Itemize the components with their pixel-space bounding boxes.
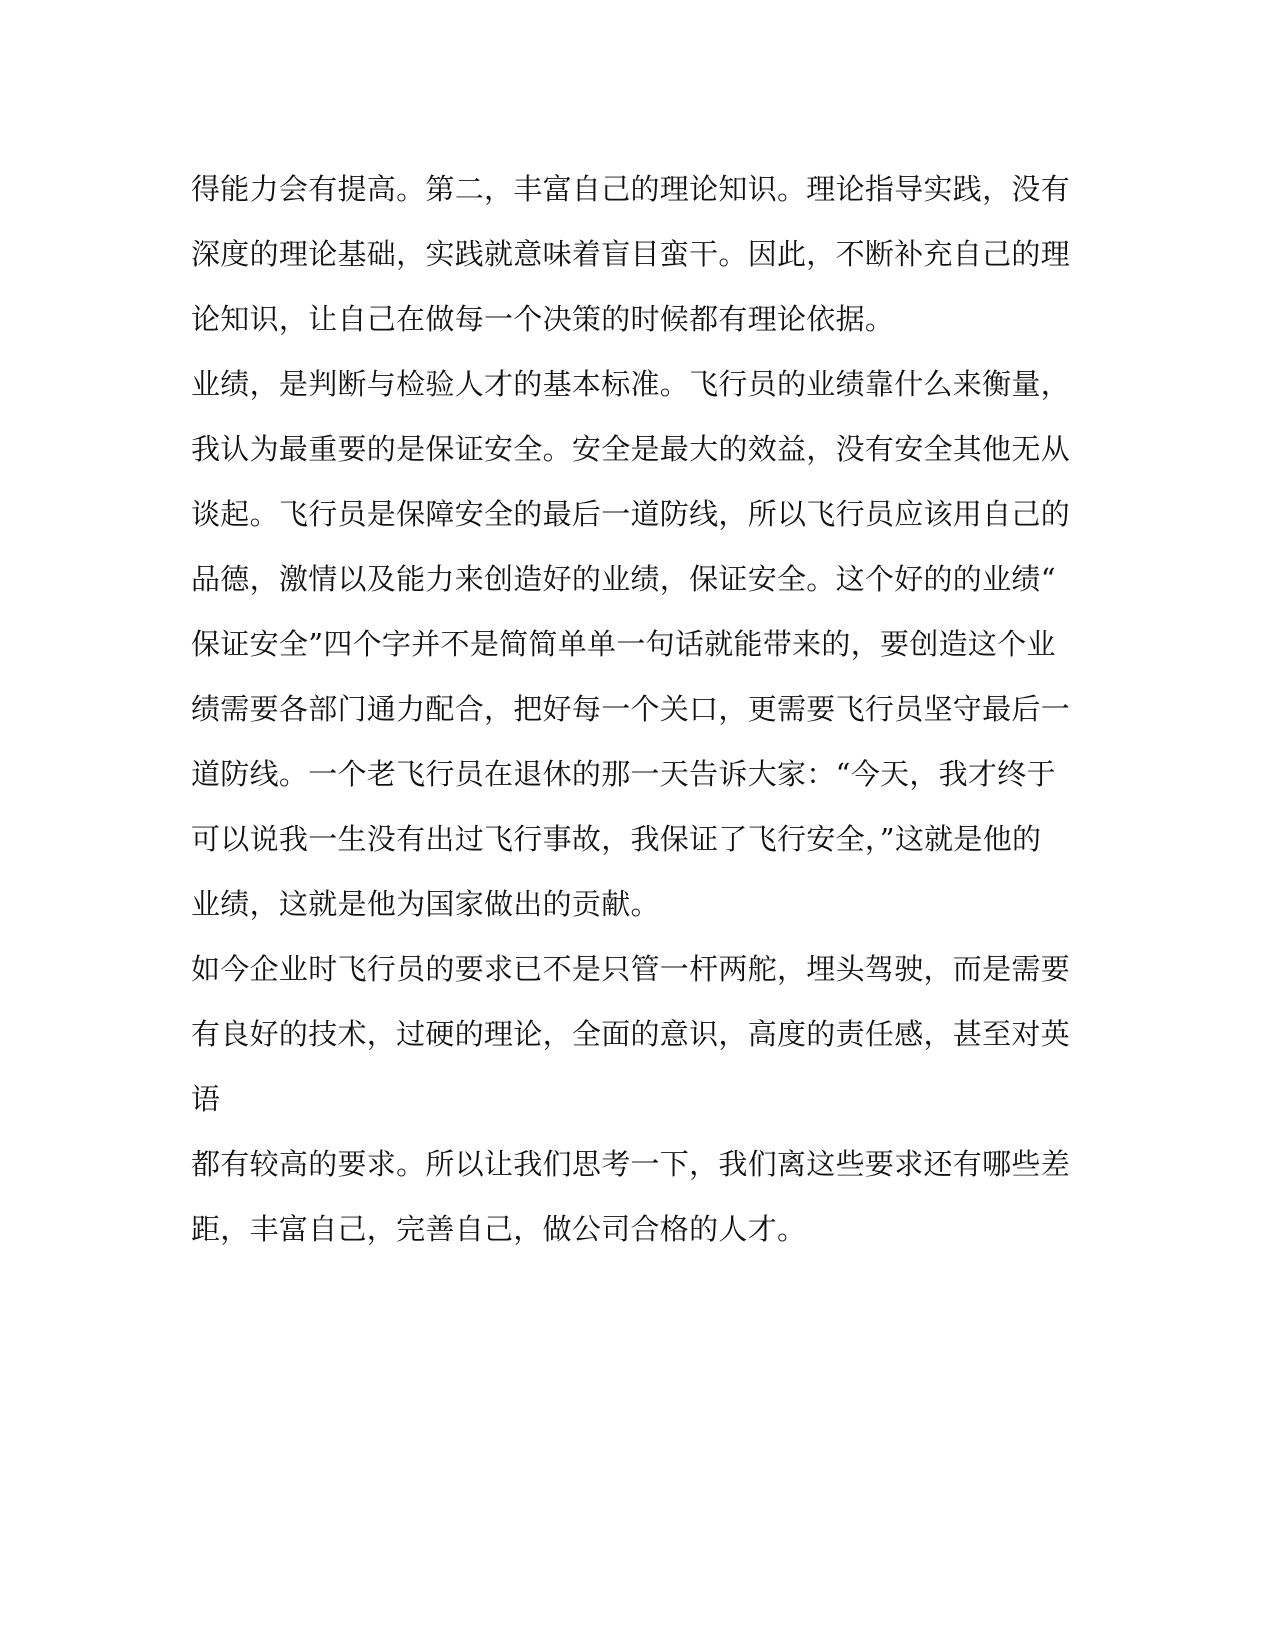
text-line: 如今企业时飞行员的要求已不是只管一杆两舵，埋头驾驶，而是需要 xyxy=(191,952,1071,986)
text-line: 绩需要各部门通力配合，把好每一个关口，更需要飞行员坚守最后一 xyxy=(191,692,1071,726)
text-line: 论知识，让自己在做每一个决策的时候都有理论依据。 xyxy=(191,302,895,336)
text-line: 得能力会有提高。第二，丰富自己的理论知识。理论指导实践，没有 xyxy=(191,172,1071,206)
document-body xyxy=(191,157,1071,1262)
text-line: 都有较高的要求。所以让我们思考一下，我们离这些要求还有哪些差 xyxy=(191,1147,1071,1181)
text-line: 谈起。飞行员是保障安全的最后一道防线，所以飞行员应该用自己的 xyxy=(191,497,1071,531)
text-line: 保证安全”四个字并不是简简单单一句话就能带来的，要创造这个业 xyxy=(191,627,1056,661)
text-line: 可以说我一生没有出过飞行事故，我保证了飞行安全，”这就是他的 xyxy=(191,822,1042,856)
text-line: 品德，激情以及能力来创造好的业绩，保证安全。这个好的的业绩“ xyxy=(191,562,1056,596)
text-line: 业绩，是判断与检验人才的基本标准。飞行员的业绩靠什么来衡量， xyxy=(191,367,1071,401)
text-line: 语 xyxy=(191,1082,221,1116)
text-line: 业绩，这就是他为国家做出的贡献。 xyxy=(191,887,660,921)
text-line: 深度的理论基础，实践就意味着盲目蛮干。因此，不断补充自己的理 xyxy=(191,237,1071,271)
text-line: 道防线。一个老飞行员在退休的那一天告诉大家：“今天，我才终于 xyxy=(191,757,1056,791)
text-line: 我认为最重要的是保证安全。安全是最大的效益，没有安全其他无从 xyxy=(191,432,1071,466)
text-line: 有良好的技术，过硬的理论，全面的意识，高度的责任感，甚至对英 xyxy=(191,1017,1071,1051)
text-line: 距，丰富自己，完善自己，做公司合格的人才。 xyxy=(191,1212,807,1246)
